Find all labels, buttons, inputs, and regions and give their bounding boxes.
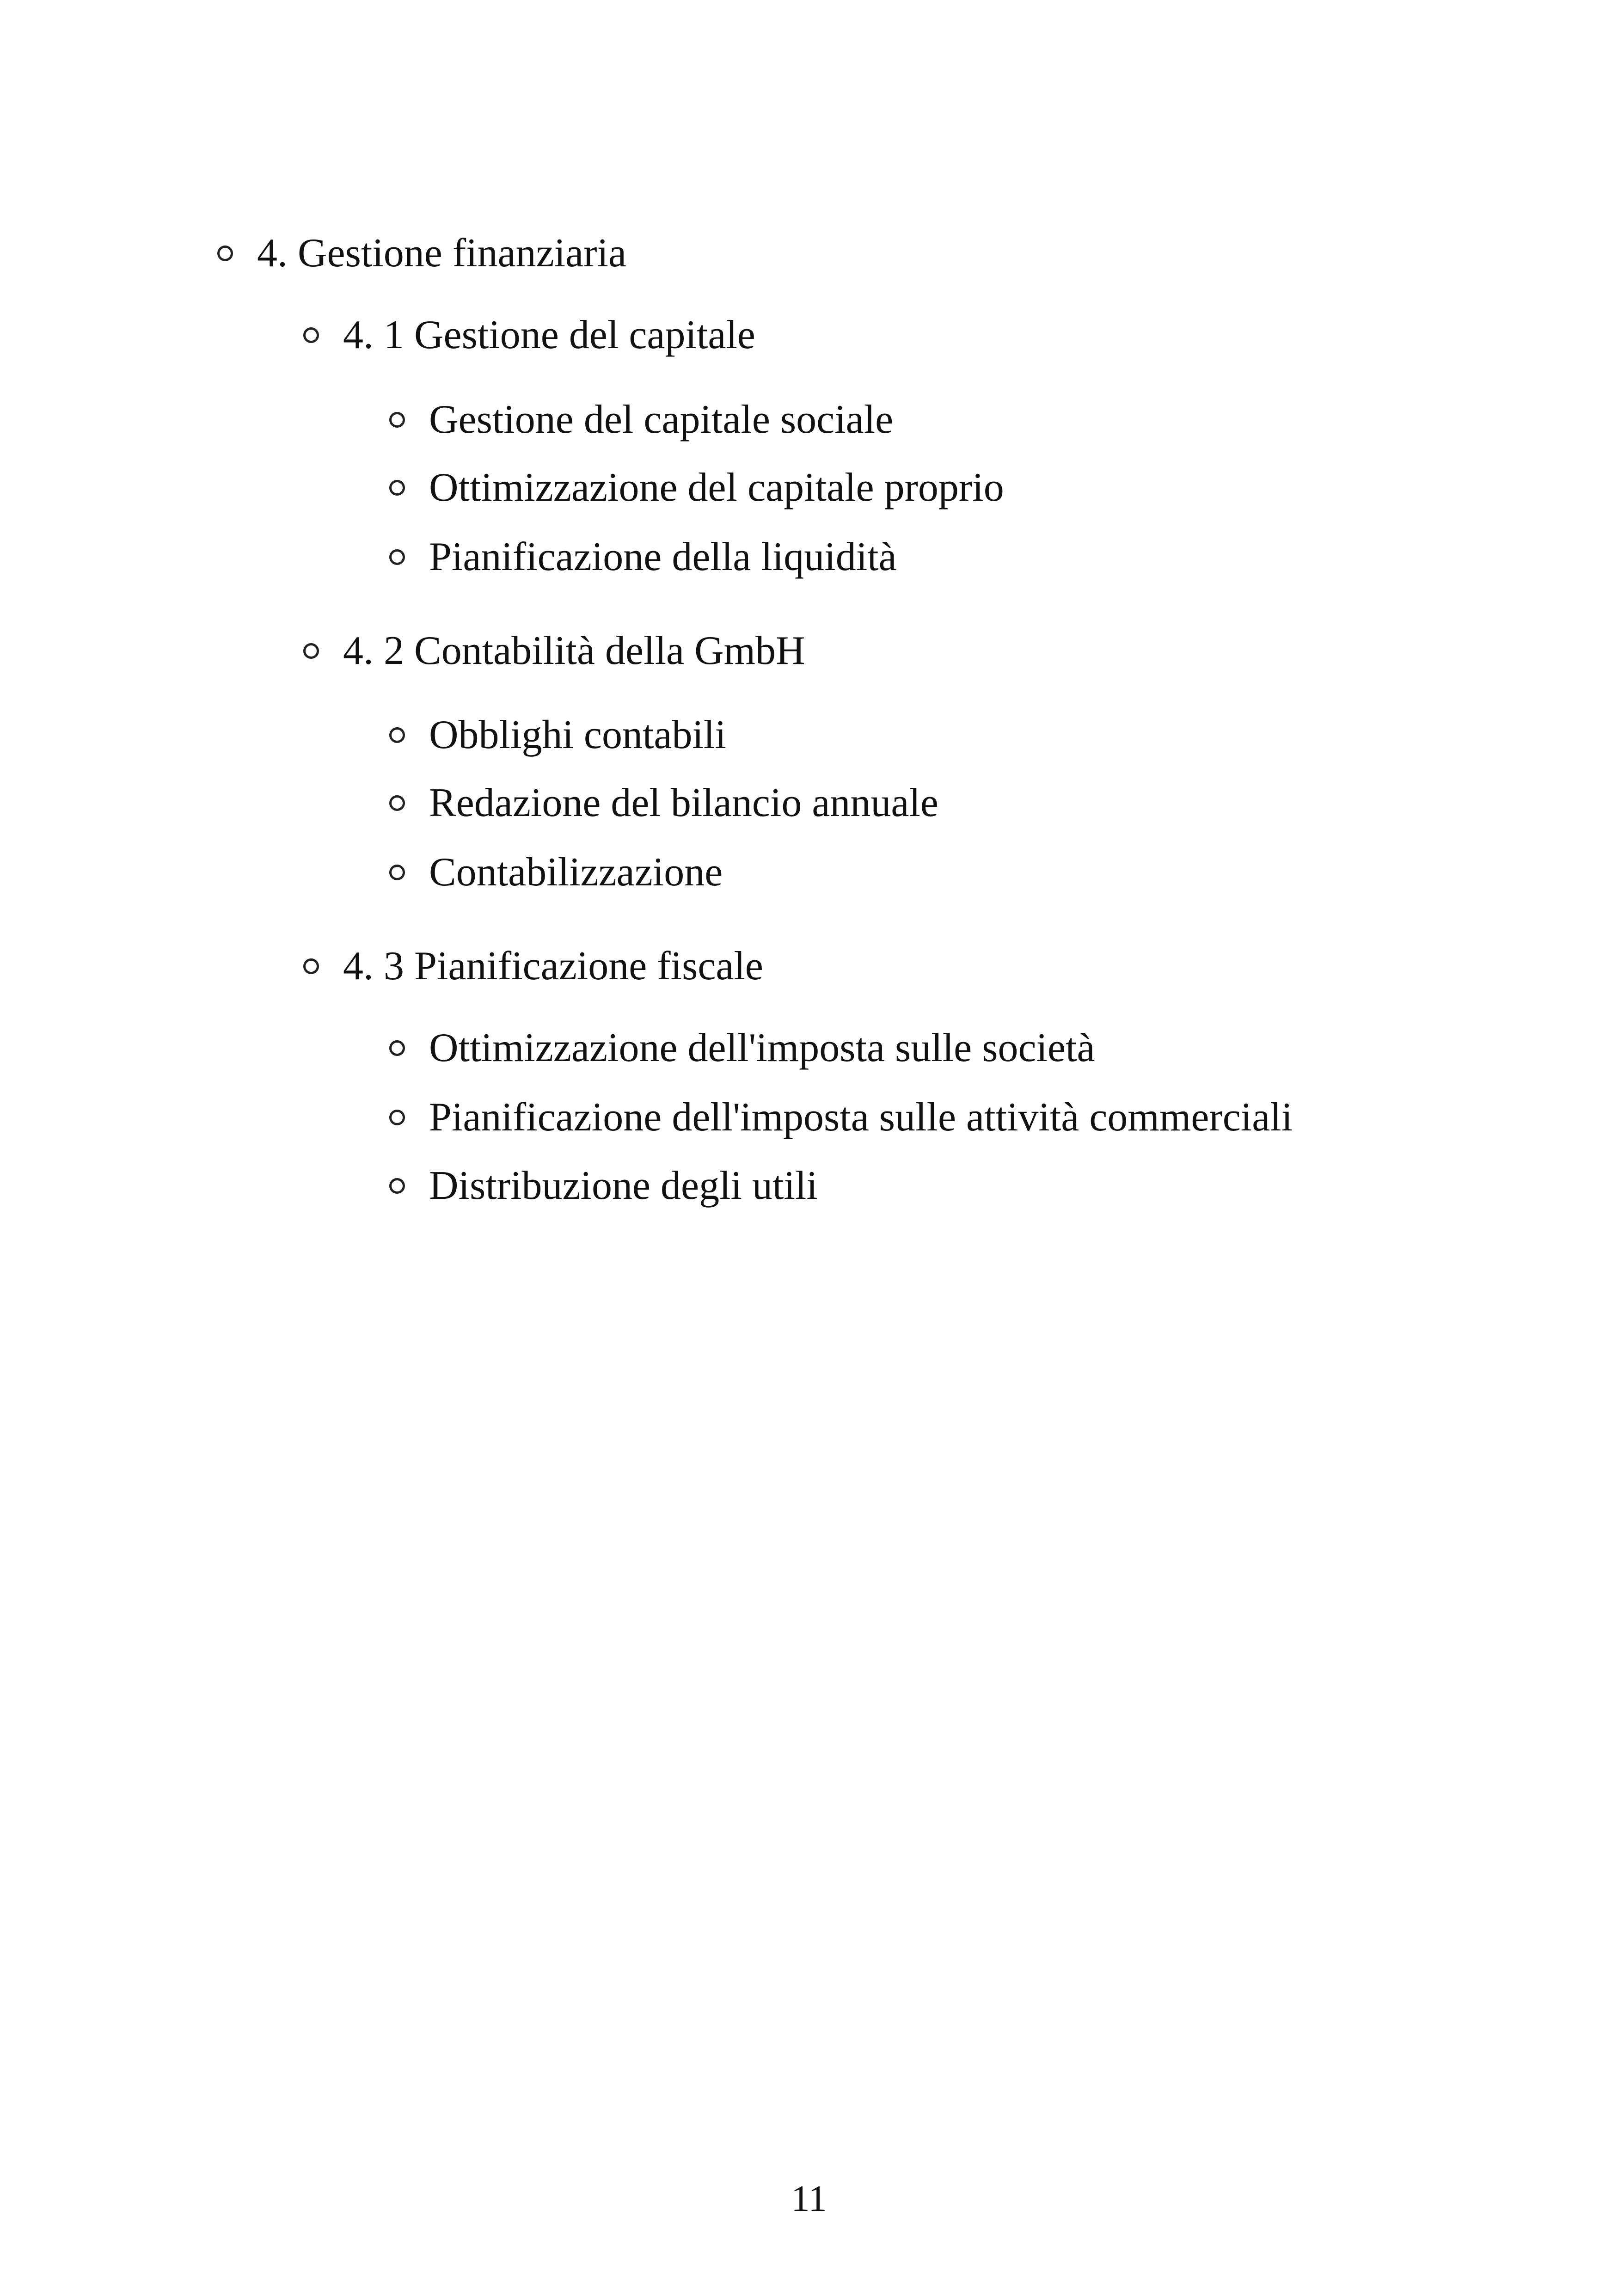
outline-item xyxy=(389,462,1004,513)
outline-item-text: Pianificazione della liquidità xyxy=(429,534,897,579)
outline-item-text: Contabilizzazione xyxy=(429,850,723,895)
outline-item xyxy=(389,394,893,445)
circle-bullet-icon xyxy=(389,727,405,743)
circle-bullet-icon xyxy=(389,1178,405,1194)
outline-item-text: Ottimizzazione dell'imposta sulle società xyxy=(429,1025,1095,1070)
outline-item xyxy=(389,847,723,898)
circle-bullet-icon xyxy=(217,246,233,261)
circle-bullet-icon xyxy=(389,480,405,496)
outline-item-text: Ottimizzazione del capitale proprio xyxy=(429,465,1004,510)
outline-item-text: Redazione del bilancio annuale xyxy=(429,780,938,825)
circle-bullet-icon xyxy=(389,865,405,880)
outline-item xyxy=(389,1160,818,1211)
circle-bullet-icon xyxy=(303,327,319,343)
outline-item-text: Obblighi contabili xyxy=(429,712,726,757)
subsection-heading: 4. 3 Pianificazione fiscale xyxy=(343,944,763,988)
circle-bullet-icon xyxy=(303,958,319,974)
outline-item-text: Gestione del capitale sociale xyxy=(429,397,894,442)
circle-bullet-icon xyxy=(389,795,405,811)
circle-bullet-icon xyxy=(389,412,405,428)
outline-item xyxy=(389,532,897,583)
circle-bullet-icon xyxy=(303,643,319,659)
outline-item xyxy=(389,778,938,829)
outline-subsection xyxy=(303,941,763,992)
outline-item-text: Pianificazione dell'imposta sulle attività commerciali xyxy=(429,1095,1293,1140)
circle-bullet-icon xyxy=(389,1040,405,1056)
circle-bullet-icon xyxy=(389,549,405,565)
outline-subsection xyxy=(303,310,755,361)
outline-item xyxy=(389,1023,1095,1074)
outline-item xyxy=(389,1092,1293,1143)
outline-subsection xyxy=(303,626,805,676)
outline-item-text: Distribuzione degli utili xyxy=(429,1163,818,1208)
outline-section xyxy=(217,228,626,279)
outline-item xyxy=(389,710,726,761)
subsection-heading: 4. 2 Contabilità della GmbH xyxy=(343,628,805,673)
subsection-heading: 4. 1 Gestione del capitale xyxy=(343,313,755,357)
circle-bullet-icon xyxy=(389,1110,405,1125)
page-number: 11 xyxy=(791,2179,827,2219)
section-heading: 4. Gestione finanziaria xyxy=(257,231,627,276)
